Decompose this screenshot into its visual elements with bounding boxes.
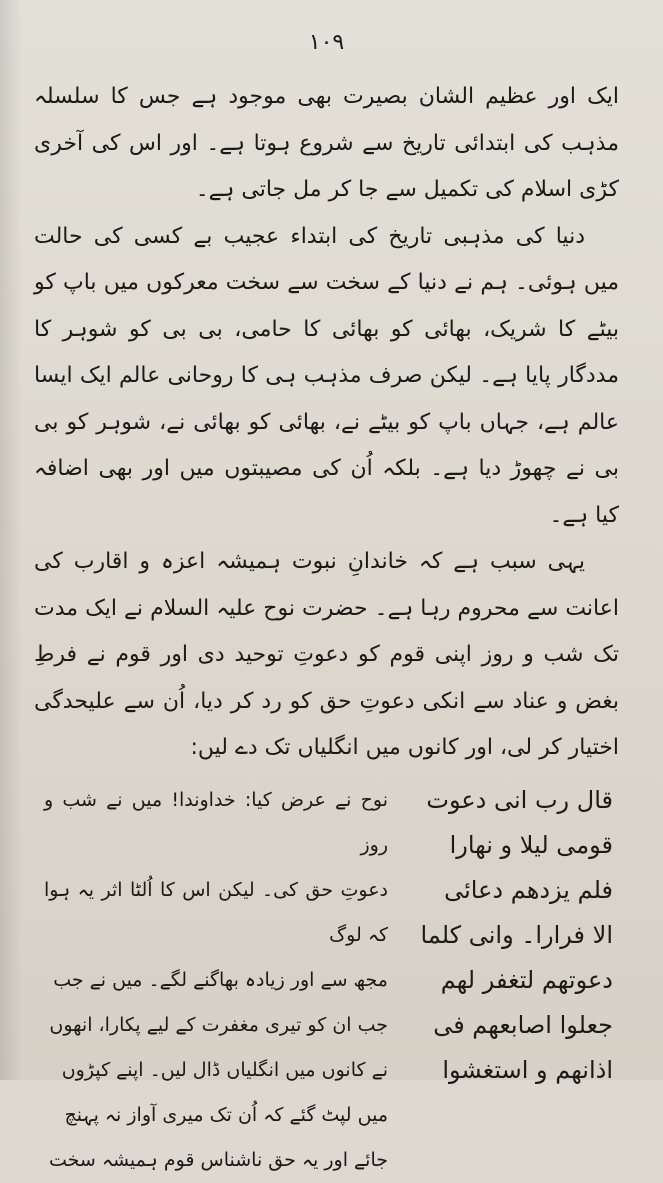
verse-line: اذانھم و استغشوا — [442, 1055, 613, 1084]
translation-line: جائے اور یہ حق ناشناس قوم ہمیشہ سخت — [48, 1148, 388, 1171]
translation-line: میں لپٹ گئے کہ اُن تک میری آواز نہ پہنچ — [64, 1103, 388, 1126]
translation-line: جب ان کو تیری مغفرت کے لیے پکارا، انھوں — [49, 1013, 388, 1036]
verse-line: جعلوا اصابعھم فی — [433, 1010, 613, 1039]
translation-line: نوح نے عرض کیا: خداوندا! میں نے شب و روز — [44, 788, 388, 856]
verse-line: الا فرارا۔ وانی کلما — [420, 920, 613, 949]
quran-verse-column — [388, 778, 619, 1093]
verse-and-translation — [34, 778, 619, 1183]
body-text — [34, 74, 619, 772]
verse-line: قومی لیلا و نھارا — [449, 830, 613, 859]
page-number: ۱۰۹ — [308, 30, 345, 55]
translation-line: مجھ سے اور زیادہ بھاگنے لگے۔ میں نے جب — [53, 968, 388, 991]
paragraph-3: یہی سبب ہے کہ خاندانِ نبوت ہمیشہ اعزہ و اقارب کی اعانت سے محروم رہا ہے۔ حضرت نوح علیہ السلام نے ایک مدت تک شب و روز اپنی قوم کو دعوتِ توحید دی اور قوم نے فرطِ بغض و عناد سے انکی دعوتِ حق کو رد کر دیا، اُن سے علیحدگی اختیار کر لی، اور کانوں میں انگلیاں تک دے لیں: — [34, 549, 619, 760]
verse-line: دعوتھم لتغفر لھم — [440, 965, 613, 994]
verse-line: قال رب انی دعوت — [426, 785, 613, 814]
translation-column — [34, 778, 388, 1183]
translation-line: دعوتِ حق کی۔ لیکن اس کا اُلٹا اثر یہ ہوا کہ لوگ — [44, 878, 388, 946]
translation-line: نے کانوں میں انگلیاں ڈال لیں۔ اپنے کپڑوں — [61, 1058, 388, 1081]
verse-line: فلم یزدھم دعائی — [444, 875, 613, 904]
paragraph-2: دنیا کی مذہبی تاریخ کی ابتداء عجیب بے کسی کی حالت میں ہوئی۔ ہم نے دنیا کے سخت سے سخت معرکوں میں باپ کو بیٹے کا شریک، بھائی کو بھائی کا حامی، بی بی کو شوہر کا مددگار پایا ہے۔ لیکن صرف مذہب ہی کا روحانی عالم ایک ایسا عالم ہے، جہاں باپ کو بیٹے نے، بھائی کو بھائی نے، شوہر کو بی بی نے چھوڑ دیا ہے۔ بلکہ اُن کی مصیبتوں میں اور بھی اضافہ کیا ہے۔ — [34, 223, 619, 528]
paragraph-1: ایک اور عظیم الشان بصیرت بھی موجود ہے جس کا سلسلہ مذہب کی ابتدائی تاریخ سے شروع ہوتا ہے۔ اور اس کی آخری کڑی اسلام کی تکمیل سے جا کر مل جاتی ہے۔ — [34, 84, 619, 202]
